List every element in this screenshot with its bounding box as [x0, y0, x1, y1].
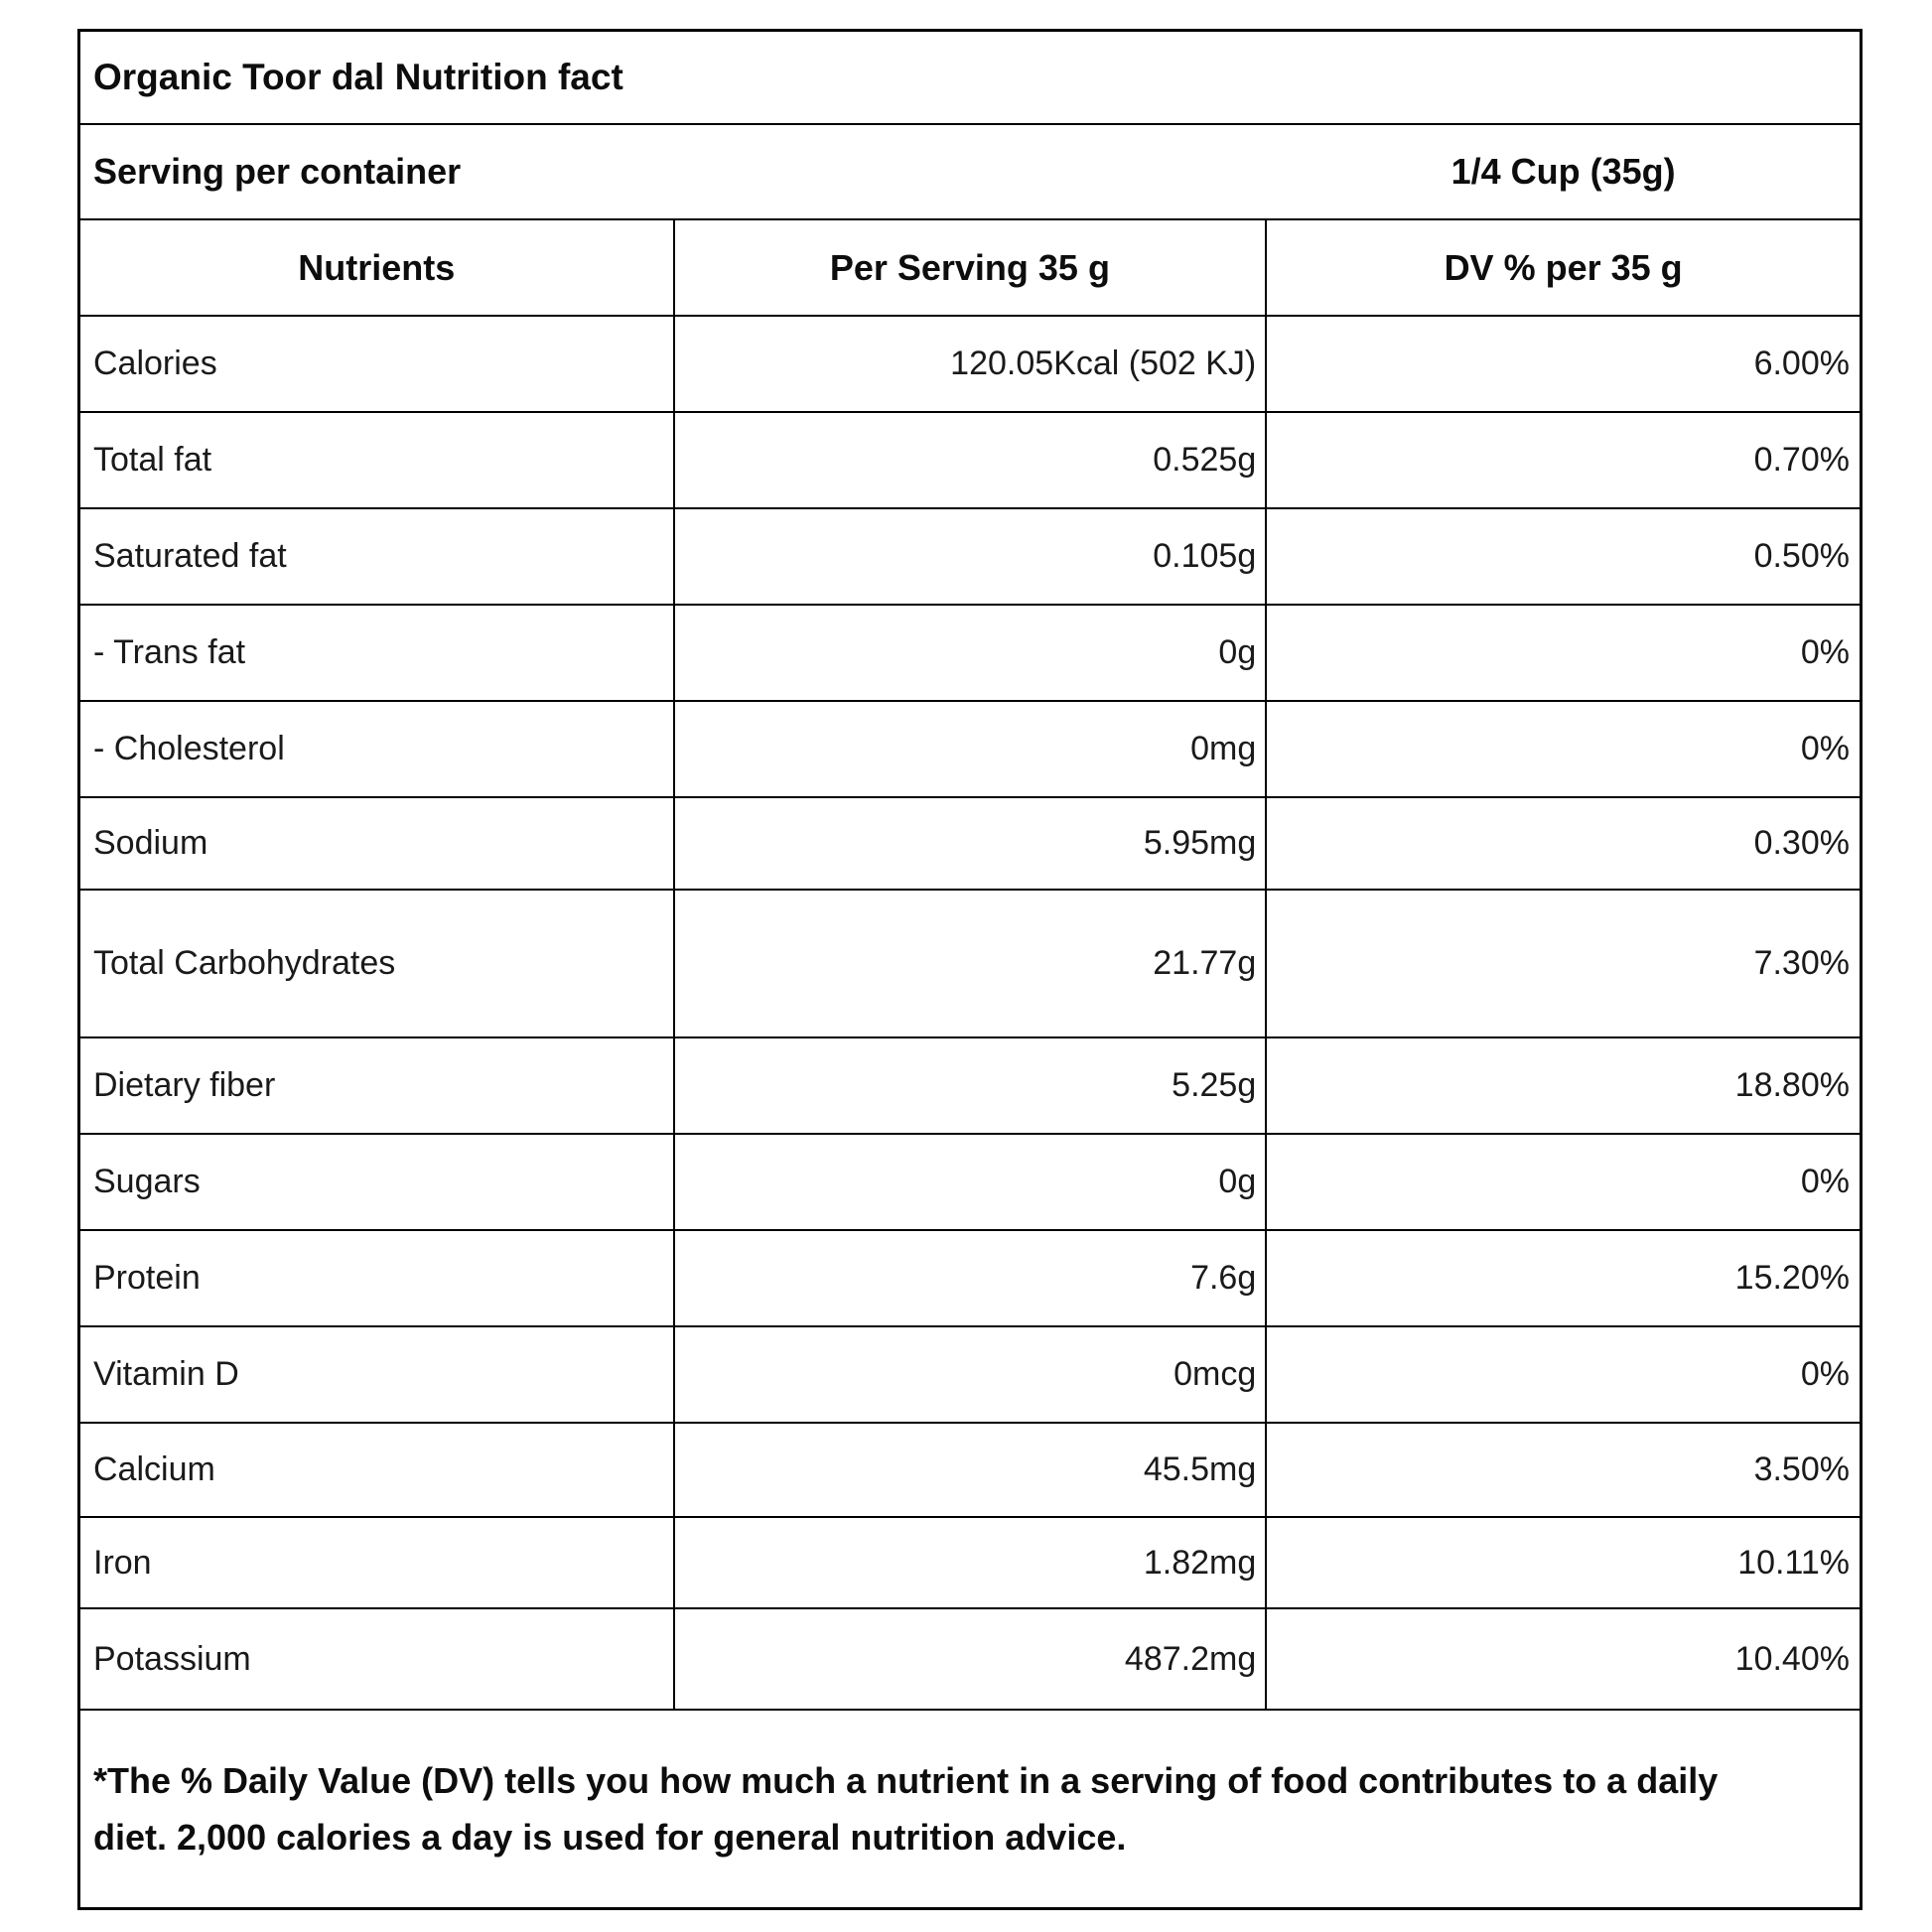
nutrient-name: Sugars	[80, 1135, 675, 1229]
nutrient-amount: 0mcg	[675, 1327, 1268, 1422]
nutrient-name: - Trans fat	[80, 606, 675, 700]
nutrient-row-calcium	[80, 1424, 1860, 1518]
nutrient-name: Potassium	[80, 1609, 675, 1709]
nutrient-row-total-carbohydrates	[80, 891, 1860, 1038]
nutrient-amount: 45.5mg	[675, 1424, 1268, 1516]
serving-label: Serving per container	[93, 151, 462, 192]
nutrient-amount: 0.105g	[675, 509, 1268, 604]
nutrient-row-iron	[80, 1518, 1860, 1609]
footnote-line-1: *The % Daily Value (DV) tells you how much a nutrient in a serving of food contributes to a daily	[93, 1760, 1719, 1801]
nutrition-facts-table	[77, 29, 1863, 1910]
nutrient-dv: 6.00%	[1753, 345, 1850, 382]
nutrient-dv: 0%	[1800, 1355, 1850, 1393]
nutrient-row-total-fat	[80, 413, 1860, 509]
serving-spacer	[675, 125, 1268, 218]
nutrient-row-cholesterol	[80, 702, 1860, 798]
dv-footnote	[80, 1752, 1737, 1865]
nutrient-dv: 0%	[1800, 633, 1850, 671]
serving-label-cell	[80, 125, 675, 218]
nutrient-row-vitamin-d	[80, 1327, 1860, 1424]
nutrient-row-sugars	[80, 1135, 1860, 1231]
nutrient-name: Dietary fiber	[80, 1038, 675, 1133]
nutrient-dv: 0%	[1800, 730, 1850, 767]
nutrient-amount: 0mg	[675, 702, 1268, 796]
nutrient-name: Calories	[80, 317, 675, 411]
nutrient-name: Total Carbohydrates	[80, 891, 675, 1036]
nutrient-dv: 0%	[1800, 1163, 1850, 1200]
nutrient-amount: 5.95mg	[675, 798, 1268, 889]
footnote-line-2: diet. 2,000 calories a day is used for general nutrition advice.	[93, 1817, 1127, 1858]
serving-size-value: 1/4 Cup (35g)	[1450, 151, 1676, 192]
serving-size-cell	[1267, 125, 1860, 218]
nutrient-dv: 18.80%	[1734, 1066, 1850, 1104]
nutrient-name: Saturated fat	[80, 509, 675, 604]
col-header-nutrients: Nutrients	[80, 220, 675, 315]
nutrient-amount: 487.2mg	[675, 1609, 1268, 1709]
nutrient-row-calories	[80, 317, 1860, 413]
nutrient-dv: 0.30%	[1753, 824, 1850, 862]
col-header-dv: DV % per 35 g	[1444, 246, 1683, 288]
table-header-row	[80, 220, 1860, 317]
nutrient-row-potassium	[80, 1609, 1860, 1711]
nutrient-name: - Cholesterol	[80, 702, 675, 796]
nutrient-dv: 10.40%	[1734, 1639, 1850, 1678]
page-title: Organic Toor dal Nutrition fact	[93, 57, 623, 97]
nutrient-row-saturated-fat	[80, 509, 1860, 606]
nutrient-amount: 5.25g	[675, 1038, 1268, 1133]
nutrient-dv: 15.20%	[1734, 1259, 1850, 1297]
nutrient-dv: 7.30%	[1753, 944, 1850, 982]
nutrient-name: Calcium	[80, 1424, 675, 1516]
nutrient-dv: 0.50%	[1753, 537, 1850, 575]
nutrient-dv: 0.70%	[1753, 441, 1850, 479]
nutrient-amount: 0g	[675, 606, 1268, 700]
nutrient-name: Iron	[80, 1518, 675, 1607]
nutrient-name: Sodium	[80, 798, 675, 889]
nutrient-amount: 7.6g	[675, 1231, 1268, 1325]
label-title-row	[80, 32, 1860, 125]
nutrient-dv: 3.50%	[1753, 1450, 1850, 1488]
dv-footnote-row	[80, 1711, 1860, 1907]
nutrient-name: Total fat	[80, 413, 675, 507]
nutrient-name: Protein	[80, 1231, 675, 1325]
nutrient-dv: 10.11%	[1737, 1543, 1850, 1582]
nutrient-amount: 0g	[675, 1135, 1268, 1229]
serving-row	[80, 125, 1860, 220]
nutrient-row-trans-fat	[80, 606, 1860, 702]
nutrient-name: Vitamin D	[80, 1327, 675, 1422]
col-header-per-serving: Per Serving 35 g	[675, 220, 1268, 315]
nutrient-row-dietary-fiber	[80, 1038, 1860, 1135]
nutrient-row-protein	[80, 1231, 1860, 1327]
nutrient-amount: 120.05Kcal (502 KJ)	[675, 317, 1268, 411]
nutrient-row-sodium	[80, 798, 1860, 891]
nutrient-amount: 1.82mg	[675, 1518, 1268, 1607]
nutrient-amount: 0.525g	[675, 413, 1268, 507]
nutrient-amount: 21.77g	[675, 891, 1268, 1036]
